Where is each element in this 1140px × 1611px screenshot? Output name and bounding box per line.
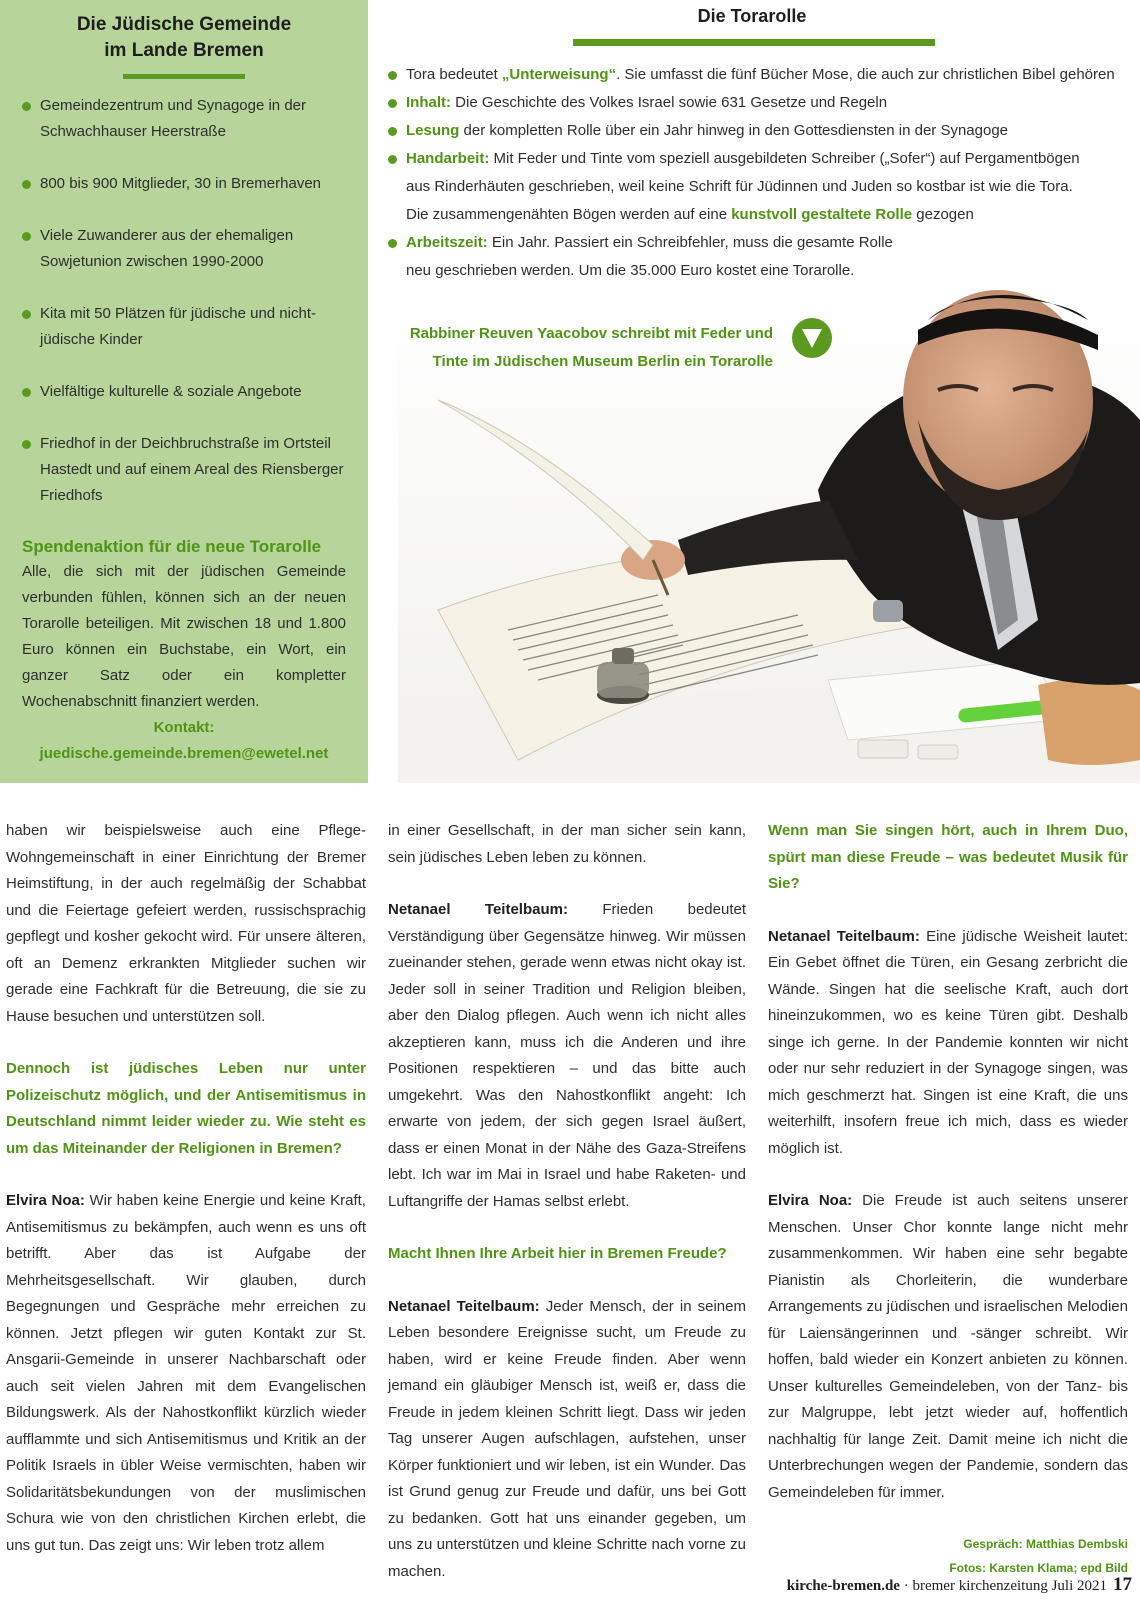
tora-facts bbox=[388, 61, 1133, 285]
interview-question: Dennoch ist jüdisches Leben nur unter Polizeischutz möglich, und der Antisemitismus in Deutschland nimmt leider wieder zu. Wie steht es um das Miteinander der Religionen in Bremen? bbox=[6, 1060, 366, 1157]
sidebar-box bbox=[0, 0, 368, 783]
bullet-icon bbox=[388, 239, 397, 248]
bullet-icon bbox=[22, 310, 31, 319]
speaker-name: Netanael Teitelbaum: bbox=[768, 927, 920, 945]
article-column-2 bbox=[388, 818, 746, 1611]
tora-fact: Arbeitszeit: Ein Jahr. Passiert ein Schreibfehler, muss die gesamte Rolle neu geschrieben werden. Um die 35.000 Euro kostet eine Torarolle. bbox=[388, 229, 1133, 285]
speaker-name: Netanael Teitelbaum: bbox=[388, 1297, 540, 1315]
bullet-icon bbox=[388, 127, 397, 136]
paragraph: haben wir beispielsweise auch eine Pflege-Wohngemeinschaft in einer Einrichtung der Bremer Heimstiftung, in der auch regelmäßig der Schabbat und die Feiertage gefeiert werden, russischsprachig gepflegt und kosher gekocht wird. Für unsere älteren, oft an Demenz erkrankten Mitglieder suchen wir gerade eine Fachkraft für die Betreuung, die sie zu Hause besuchen und unterstützen soll. bbox=[6, 822, 366, 1025]
speaker-name: Netanael Teitelbaum: bbox=[388, 901, 568, 918]
paragraph: Netanael Teitelbaum: Eine jüdische Weisheit lautet: Ein Gebet öffnet die Türen, ein Gesang zerbricht die Wände. Singen hat die seelische Kraft, auch dort hineinzukommen, wo es keine Türen gibt. Deshalb singe ich gerne. In der Pandemie konnten wir nicht oder nur sehr reduziert in der Synagoge singen, was mich geschmerzt hat. Singen ist eine Kraft, die uns weiterhilft, insofern freue ich mich, dass es wieder möglich ist. bbox=[768, 927, 1128, 1157]
paragraph: Netanael Teitelbaum: Jeder Mensch, der in seinem Leben besondere Ereignisse sucht, um Freude zu haben, wird er keine Freude finden. Aber wenn jemand ein gläubiger Mensch ist, weiß er, dass die Freude in jedem kleinen Schritt liegt. Dass wir jeden Tag unserer Augen aufschlagen, aufstehen, unser Körper funktioniert und wir leben, ist ein Wunder. Das ist Grund genug zur Freude und dafür, uns bei Gott zu bedanken. Gott hat uns einander gegeben, um uns zu unterstützen und kleine Schritte nach vorne zu machen. bbox=[388, 1297, 746, 1580]
list-item: 800 bis 900 Mitglieder, 30 in Bremerhaven bbox=[22, 171, 346, 197]
credits bbox=[768, 1532, 1128, 1580]
donation-text: Alle, die sich mit der jüdischen Gemeinde verbunden fühlen, können sich an der neuen Torarolle beteiligen. Mit zwischen 18 und 1.800 Euro können ein Buchstabe, ein Wort, ein ganzer Satz oder ein kompletter Wochenabschnitt finanziert werden. bbox=[22, 563, 346, 710]
tora-section-title: Die Torarolle bbox=[697, 6, 807, 26]
list-item: Vielfältige kulturelle & soziale Angebote bbox=[22, 379, 346, 405]
paragraph: Netanael Teitelbaum: Frieden bedeutet Verständigung über Gegensätze hinweg. Wir müssen zueinander stehen, gerade wenn etwas nicht okay ist. Jeder soll in seiner Tradition und Religion bleiben, aber den Dialog pflegen. Auch wenn ich nicht alles akzeptieren kann, muss ich die Anderen und ihre Positionen respektieren – und das bitte auch umgekehrt. Was den Nahostkonflikt angeht: Ich erwarte von jedem, der sich gegen Israel äußert, dass er einen Monat in der Nähe des Gaza-Streifens lebt. Ich war im Mai in Israel und habe Raketen- und Luftangriffe der Hamas selbst erlebt. bbox=[388, 901, 746, 1210]
footer-publication: bremer kirchenzeitung Juli 2021 bbox=[912, 1578, 1107, 1594]
tora-fact: Tora bedeutet „Unterweisung“. Sie umfasst die fünf Bücher Mose, die auch zur christlichen Bibel gehören bbox=[388, 61, 1133, 89]
tora-fact: Handarbeit: Mit Feder und Tinte vom speziell ausgebildeten Schreiber („Sofer“) auf Pergamentbögen aus Rinderhäuten geschrieben, weil keine Schrift für Jüdinnen und Juden so kostbar ist wie die Tora. Die zusammengenähten Bögen werden auf eine kunstvoll gestaltete Rolle gezogen bbox=[388, 145, 1133, 229]
bullet-icon bbox=[22, 388, 31, 397]
sidebar-facts-list bbox=[22, 93, 346, 509]
paragraph: in einer Gesellschaft, in der man sicher sein kann, sein jüdisches Leben leben zu können. bbox=[388, 822, 746, 866]
bullet-icon bbox=[22, 232, 31, 241]
page-number: 17 bbox=[1113, 1574, 1132, 1595]
speaker-name: Elvira Noa: bbox=[6, 1192, 85, 1209]
paragraph: Elvira Noa: Wir haben keine Energie und keine Kraft, Antisemitismus zu bekämpfen, auch wenn es uns oft betrifft. Aber das ist Aufgabe der Mehrheitsgesellschaft. Wir glauben, durch Begegnungen und Gespräche mehr erreichen zu können. Jetzt pflegen wir guten Kontakt zur St. Ansgarii-Gemeinde in unserer Nachbarschaft oder auch seit vielen Jahren mit dem Evangelischen Bildungswerk. Als der Nahostkonflikt kürzlich wieder aufflammte und sich Antisemitismus und Kritik an der Politik Israels in übler Weise vermischten, haben wir Solidaritätsbekundungen von der muslimischen Schura wie von den christlichen Kirchen erlebt, die uns gut tun. Das zeigt uns: Wir leben trotz allem bbox=[6, 1192, 366, 1554]
bullet-icon bbox=[22, 440, 31, 449]
footer-site-link[interactable]: kirche-bremen.de bbox=[786, 1578, 900, 1594]
list-item: Viele Zuwanderer aus der ehemaligen Sowjetunion zwischen 1990-2000 bbox=[22, 223, 346, 275]
bullet-icon bbox=[22, 180, 31, 189]
tora-fact: Lesung der kompletten Rolle über ein Jahr hinweg in den Gottesdiensten in der Synagoge bbox=[388, 117, 1133, 145]
credit-photos: Fotos: Karsten Klama; epd Bild bbox=[949, 1561, 1128, 1575]
article-column-3 bbox=[768, 818, 1128, 1580]
article-column-1 bbox=[6, 818, 366, 1585]
interview-question: Macht Ihnen Ihre Arbeit hier in Bremen Freude? bbox=[388, 1245, 727, 1262]
contact-email[interactable]: juedische.gemeinde.bremen@ewetel.net bbox=[39, 745, 329, 762]
bullet-icon bbox=[22, 102, 31, 111]
list-item: Gemeindezentrum und Synagoge in der Schwachhauser Heerstraße bbox=[22, 93, 346, 145]
donation-title: Spendenaktion für die neue Torarolle bbox=[22, 537, 322, 556]
bullet-icon bbox=[388, 99, 397, 108]
contact-label: Kontakt: bbox=[153, 719, 215, 736]
contact-block bbox=[22, 715, 346, 767]
paragraph: Elvira Noa: Die Freude ist auch seitens unserer Menschen. Unser Chor konnte lange nicht mehr zusammenkommen. Wir haben eine sehr begabte Pianistin als Chorleiterin, die wunderbare Arrangements zu jüdischen und israelischen Melodien für Laiensängerinnen und -sänger schreibt. Wir hoffen, bald wieder ein Konzert anbieten zu können. Unser kulturelles Gemeindeleben, von der Tanz- bis zur Malgruppe, lebt jetzt wieder auf, hoffentlich nachhaltig für lange Zeit. Damit meine ich nicht die Unterbrechungen wegen der Pandemie, sondern das Gemeindeleben für immer. bbox=[768, 1192, 1129, 1501]
speaker-name: Elvira Noa: bbox=[768, 1192, 853, 1209]
sidebar-title: Die Jüdische Gemeinde im Lande Bremen bbox=[76, 14, 292, 61]
photo-caption: Rabbiner Reuven Yaacobov schreibt mit Feder und Tinte im Jüdischen Museum Berlin ein Torarolle bbox=[409, 325, 773, 370]
tora-fact: Inhalt: Die Geschichte des Volkes Israel sowie 631 Gesetze und Regeln bbox=[388, 89, 1133, 117]
triangle-down-icon bbox=[792, 318, 832, 358]
credit-interview: Gespräch: Matthias Dembski bbox=[963, 1537, 1128, 1551]
arrow-down-icon bbox=[792, 318, 832, 358]
list-item: Friedhof in der Deichbruchstraße im Ortsteil Hastedt und auf einem Areal des Riensberger Friedhofs bbox=[22, 431, 346, 509]
page-footer: kirche-bremen.de · bremer kirchenzeitung Juli 2021 17 bbox=[786, 1574, 1132, 1595]
list-item: Kita mit 50 Plätzen für jüdische und nichtjüdische Kinder bbox=[22, 301, 346, 353]
sidebar-divider bbox=[123, 74, 245, 79]
bullet-icon bbox=[388, 71, 397, 80]
bullet-icon bbox=[388, 155, 397, 164]
interview-question: Wenn man Sie singen hört, auch in Ihrem Duo, spürt man diese Freude – was bedeutet Musik für Sie? bbox=[768, 822, 1128, 892]
tora-divider bbox=[573, 39, 935, 46]
